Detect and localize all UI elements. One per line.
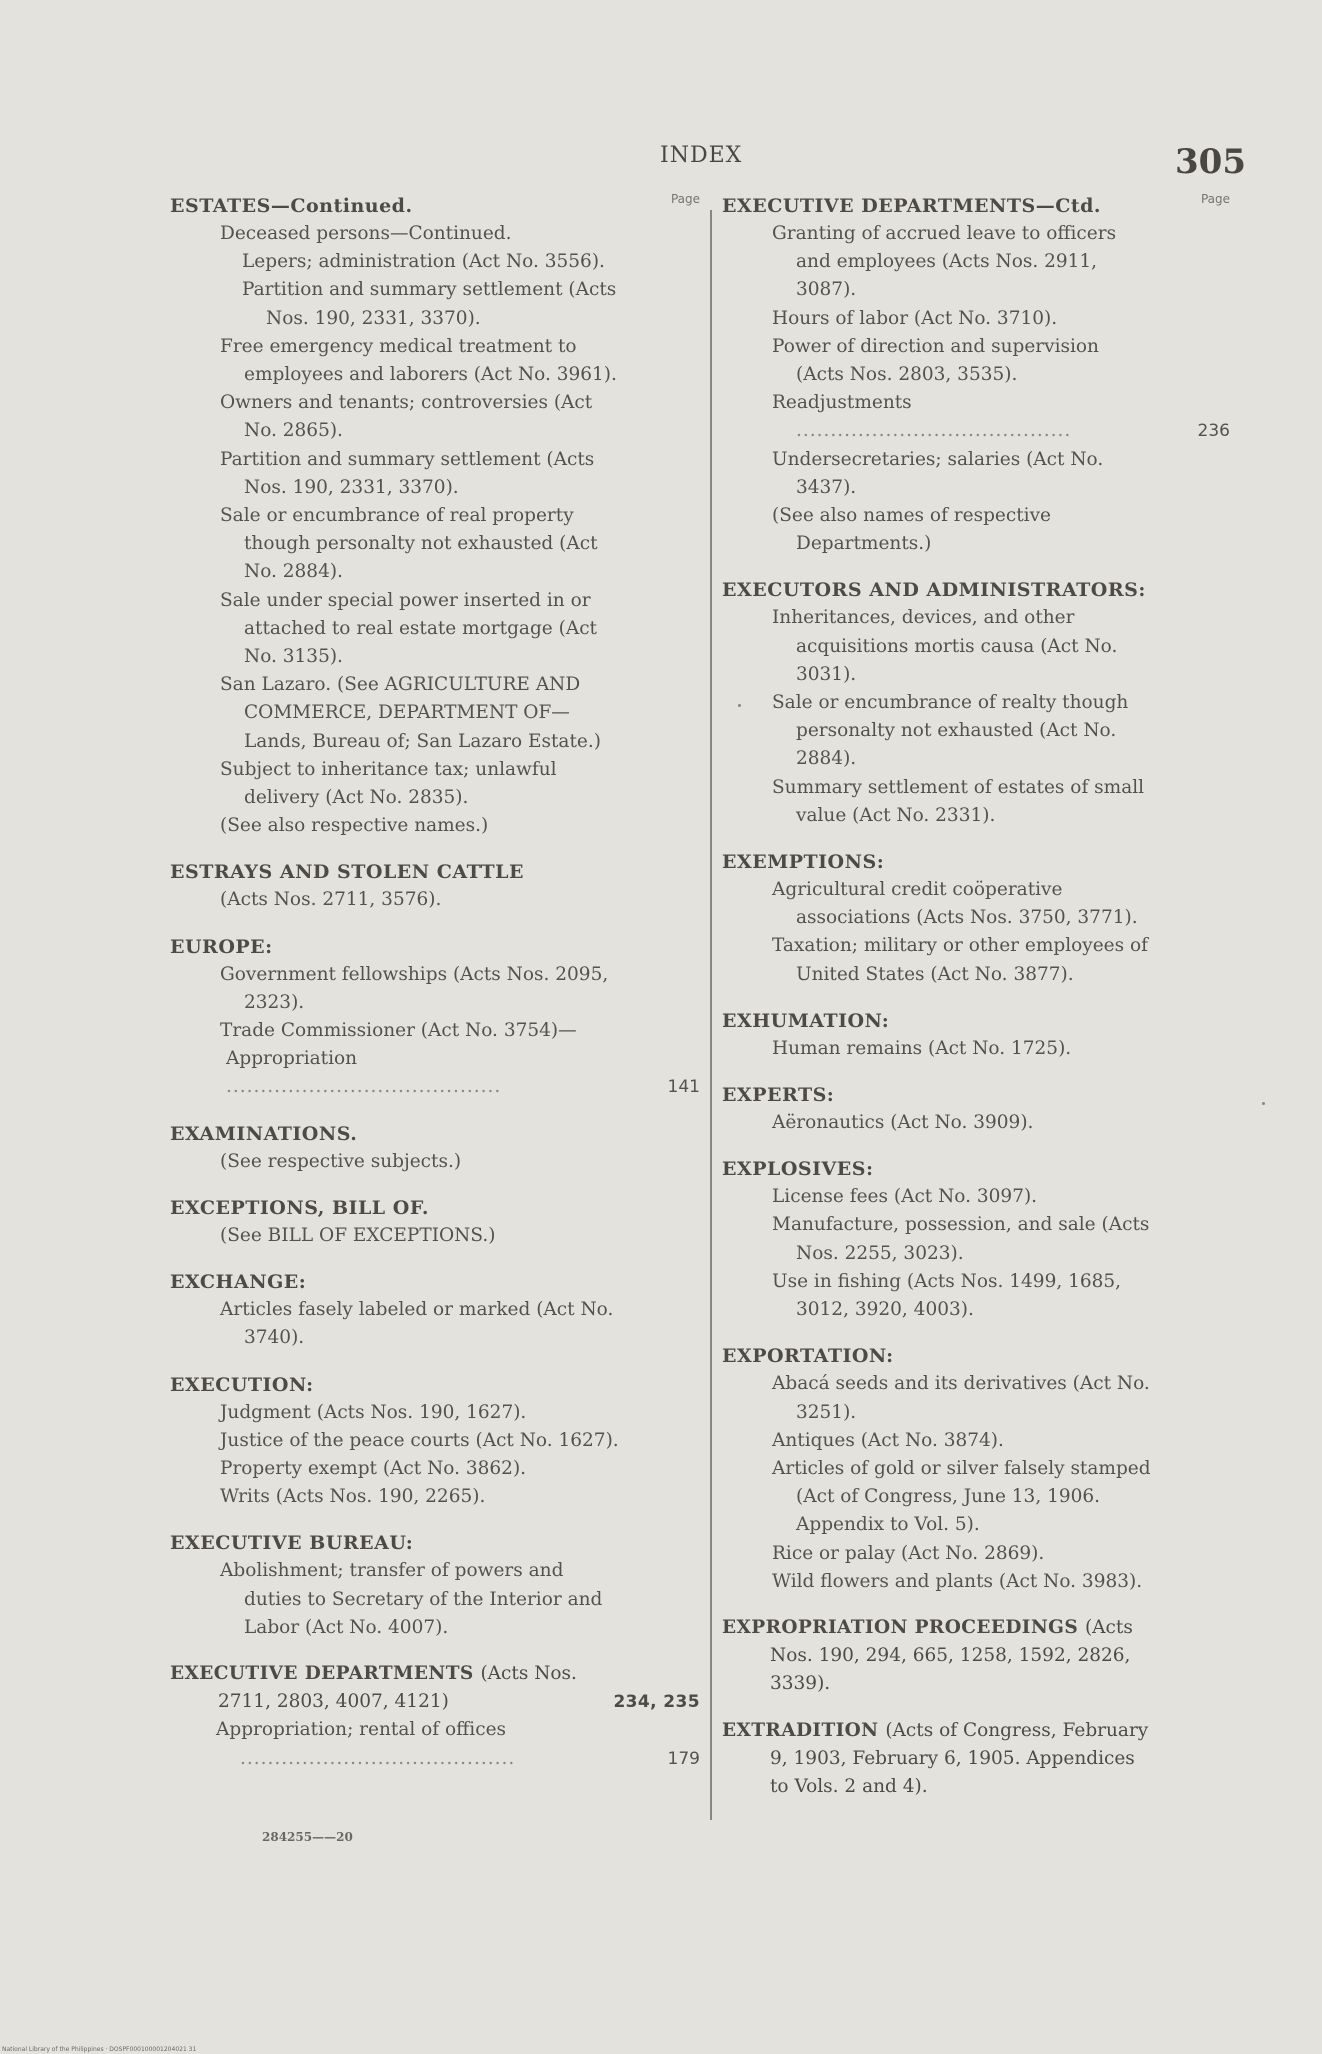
right-index-blocks [722,192,1230,1596]
index-entry: Writs (Acts Nos. 190, 2265). [220,1486,486,1508]
page-label: Page [1200,192,1230,206]
index-entry: (Acts Nos. 2711, 3576). [220,889,442,911]
index-heading-exhumation: EXHUMATION: [722,1009,890,1032]
index-heading-executive-departments-ctd: EXECUTIVE DEPARTMENTS—Ctd. [722,195,1102,217]
index-heading-experts: EXPERTS: [722,1084,835,1107]
index-heading-exemptions: EXEMPTIONS: [722,851,885,874]
index-heading-exchange: EXCHANGE: [170,1271,307,1294]
index-entry: Undersecretaries; salaries (Act No. 3437). [772,448,1104,498]
index-entry: Free emergency medical treatment to employees and laborers (Act No. 3961). [220,335,617,386]
page-reference: 179 [667,1748,700,1769]
print-code: 284255——20 [262,1830,353,1844]
index-entry: Inheritances, devices, and other acquisitions mortis causa (Act No. 3031). [772,607,1118,685]
index-entry: Rice or palay (Act No. 2869). [772,1542,1045,1564]
index-entry: Justice of the peace courts (Act No. 1627). [220,1429,619,1451]
column-divider [710,210,712,1820]
index-heading-examinations: EXAMINATIONS. [170,1122,358,1145]
speck [1262,1102,1265,1105]
index-entry: Property exempt (Act No. 3862). [220,1457,527,1479]
index-entry: (See respective subjects.) [220,1150,462,1172]
index-entry: Abacá seeds and its derivatives (Act No. 3251). [772,1373,1150,1423]
index-heading-extradition: EXTRADITION (Acts of Congress, February 9, 1903, February 6, 1905. Appendices to Vols. 2 and 4). [722,1719,1149,1797]
index-heading-europe: EUROPE: [170,935,273,958]
index-entry: San Lazaro. (See AGRICULTURE AND COMMERCE, DEPARTMENT OF—Lands, Bureau of; San Lazaro Estate.) [220,674,601,752]
index-entry: Partition and summary settlement (Acts Nos. 190, 2331, 3370). [220,448,595,498]
index-entry: Use in fishing (Acts Nos. 1499, 1685, 3012, 3920, 4003). [772,1270,1122,1321]
page-reference: 141 [667,1077,700,1098]
index-heading-estrays-and-stolen-cattle: ESTRAYS AND STOLEN CATTLE [170,861,525,884]
page-title: INDEX [660,143,743,168]
index-entry: Judgment (Acts Nos. 190, 1627). [220,1401,527,1423]
index-entry: Government fellowships (Acts Nos. 2095, 2323). [220,963,609,1013]
index-entry: Deceased persons—Continued. [220,223,512,244]
right-column [722,192,1230,1801]
index-entry: Articles of gold or silver falsely stamped (Act of Congress, June 13, 1906. Appendix to Vol. 5). [772,1457,1151,1536]
index-heading-executive-bureau: EXECUTIVE BUREAU: [170,1532,414,1555]
index-entry: (See also names of respective Departments.) [772,505,1051,555]
index-entry: Sale under special power inserted in or attached to real estate mortgage (Act No. 3135). [220,589,597,668]
index-entry: (See also respective names.) [220,815,489,837]
index-heading-explosives: EXPLOSIVES: [722,1158,874,1181]
index-entry: Partition and summary settlement (Acts Nos. 190, 2331, 3370). [242,279,617,329]
index-heading-executors-and-administrators: EXECUTORS AND ADMINISTRATORS: [722,579,1146,602]
index-heading-estates-continued: ESTATES—Continued. [170,195,413,217]
index-heading-executive-departments: EXECUTIVE DEPARTMENTS (Acts Nos. 2711, 2803, 4007, 4121) 234, 235 [170,1660,700,1716]
index-entry: Manufacture, possession, and sale (Acts Nos. 2255, 3023). [772,1214,1150,1264]
left-column [170,192,700,1773]
index-entry: Hours of labor (Act No. 3710). [772,307,1058,329]
left-index-blocks [170,192,700,1642]
index-entry: Aëronautics (Act No. 3909). [772,1112,1034,1134]
speck [738,704,741,707]
index-entry: Antiques (Act No. 3874). [772,1429,1004,1451]
index-entry: Owners and tenants; controversies (Act No. 2865). [220,392,593,442]
index-entry: Power of direction and supervision (Acts Nos. 2803, 3535). [772,335,1099,386]
right-inline-headings [722,1614,1230,1801]
index-entry: Taxation; military or other employees of United States (Act No. 3877). [772,935,1148,985]
index-heading-execution: EXECUTION: [170,1373,314,1396]
index-entry: Appropriation ..... 141 [226,1045,700,1101]
index-entry: Abolishment; transfer of powers and duties to Secretary of the Interior and Labor (Act No. 4007). [220,1560,603,1638]
index-entry: Sale or encumbrance of realty though personalty not exhausted (Act No. 2884). [772,692,1129,770]
index-entry: Sale or encumbrance of real property though personalty not exhausted (Act No. 2884). [220,505,598,583]
index-entry: Lepers; administration (Act No. 3556). [242,251,605,273]
page-reference: 234, 235 [613,1692,700,1713]
index-heading-exportation: EXPORTATION: [722,1345,894,1368]
index-heading-exceptions-bill-of: EXCEPTIONS, BILL OF. [170,1196,430,1219]
index-heading-expropriation-proceedings: EXPROPRIATION PROCEEDINGS (Acts Nos. 190, 294, 665, 1258, 1592, 2826, 3339). [722,1616,1133,1695]
index-entry: Granting of accrued leave to officers and employees (Acts Nos. 2911, 3087). [772,223,1117,301]
index-entry: Human remains (Act No. 1725). [772,1037,1072,1059]
index-entry: Wild flowers and plants (Act No. 3983). [772,1570,1143,1592]
page-reference: 236 [1197,421,1230,442]
index-entry: Agricultural credit coöperative associations (Acts Nos. 3750, 3771). [772,879,1138,929]
index-entry: Readjustments ..... 236 [748,389,1230,445]
index-entry: Subject to inheritance tax; unlawful delivery (Act No. 2835). [220,758,557,809]
scan-credit: National Library of the Philippines · DOSPF000100001204021 31 [2,2046,197,2053]
index-entry: Articles fasely labeled or marked (Act No. 3740). [220,1299,614,1349]
index-entry: Summary settlement of estates of small value (Act No. 2331). [772,776,1145,826]
page-label: Page [670,192,700,206]
page-number: 305 [1175,142,1246,182]
index-entry: Trade Commissioner (Act No. 3754)— [220,1020,577,1042]
index-entry: Appropriation; rental of offices ..... 179 [192,1716,700,1772]
index-entry: (See BILL OF EXCEPTIONS.) [220,1224,496,1246]
index-entry: License fees (Act No. 3097). [772,1186,1038,1208]
